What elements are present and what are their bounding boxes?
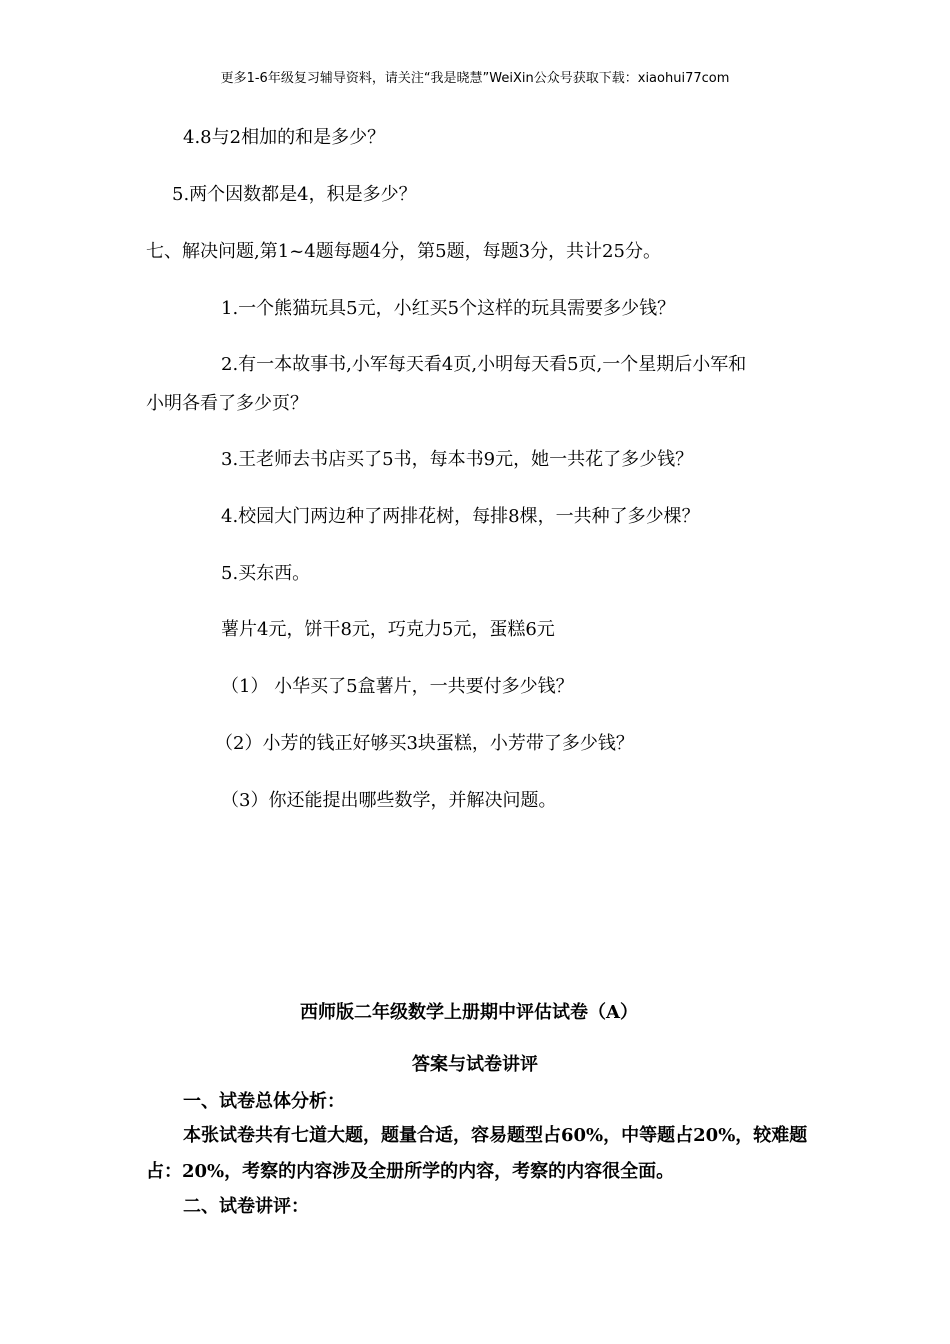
answers-title: 西师版二年级数学上册期中评估试卷（A） [300,1002,638,1023]
question-6-4: 4.8与2相加的和是多少？ [183,127,386,148]
sub-question-1: （1） 小华买了5盒薯片，一共要付多少钱？ [221,676,574,697]
sub-question-3: （3）你还能提出哪些数学，并解决问题。 [221,790,557,811]
analysis-line-2: 占：20%，考察的内容涉及全册所学的内容，考察的内容很全面。 [146,1161,675,1182]
question-6-5: 5.两个因数都是4，积是多少？ [172,184,417,205]
sub-question-2: （2）小芳的钱正好够买3块蛋糕，小芳带了多少钱？ [215,733,634,754]
question-7-2-line2: 小明各看了多少页？ [146,393,308,414]
analysis-line-1: 本张试卷共有七道大题，题量合适，容易题型占60%，中等题占20%，较难题 [183,1125,808,1146]
question-7-3: 3.王老师去书店买了5书，每本书9元，她一共花了多少钱？ [221,449,694,470]
question-7-5: 5.买东西。 [221,563,311,584]
review-heading: 二、试卷讲评： [183,1196,309,1217]
analysis-heading: 一、试卷总体分析： [183,1091,345,1112]
section-7-title: 七、解决问题,第1~4题每题4分，第5题，每题3分，共计25分。 [146,241,661,262]
question-7-1: 1.一个熊猫玩具5元，小红买5个这样的玩具需要多少钱？ [221,298,676,319]
page-header: 更多1-6年级复习辅导资料，请关注“我是晓慧”WeiXin公众号获取下载：xiaohui77com [220,71,730,86]
question-7-2-line1: 2.有一本故事书,小军每天看4页,小明每天看5页,一个星期后小军和 [221,354,747,375]
answers-subtitle: 答案与试卷讲评 [412,1054,538,1075]
price-list: 薯片4元，饼干8元，巧克力5元，蛋糕6元 [221,619,555,640]
question-7-4: 4.校园大门两边种了两排花树，每排8棵，一共种了多少棵？ [221,506,700,527]
